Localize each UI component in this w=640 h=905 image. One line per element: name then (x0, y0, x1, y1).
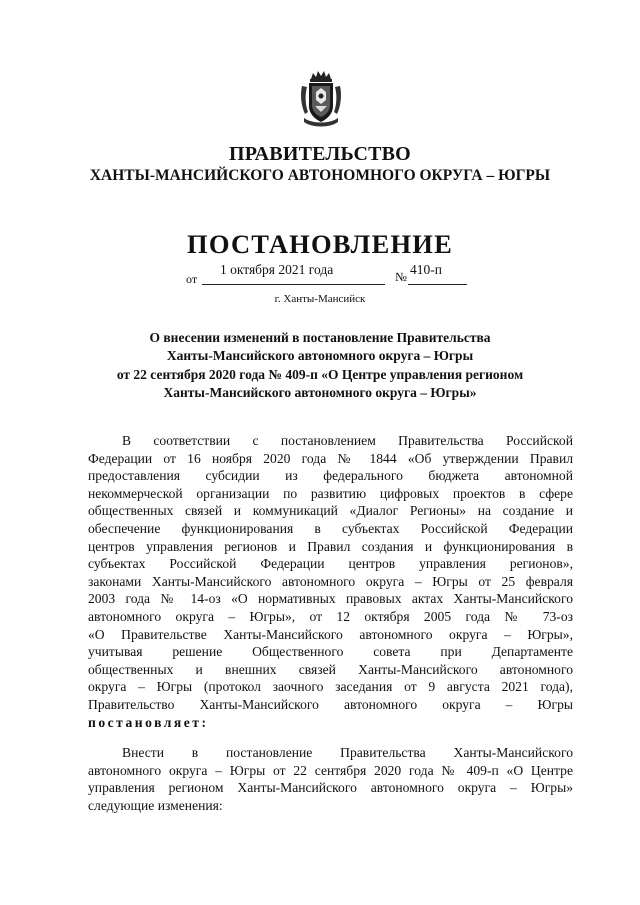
coat-of-arms-icon (298, 70, 344, 128)
text-line: Федерации от 16 ноября 2020 года № 1844 «Об утверждении Правил (88, 450, 573, 466)
heading-line: от 22 сентября 2020 года № 409-п «О Центре управления регионом (116, 366, 524, 382)
date-number-row (186, 262, 476, 286)
document-heading (70, 329, 570, 402)
text-line: 2003 года № 14-оз «О нормативных правовых актах Ханты-Мансийского (88, 591, 573, 607)
text-line: учитывая решение Общественного совета при Департаменте (88, 644, 573, 660)
document-date: 1 октября 2021 года (220, 262, 334, 277)
text-line: «О Правительстве Ханты-Мансийского автономного округа – Югры», (88, 626, 573, 642)
date-underline (202, 284, 385, 285)
text-line: законами Ханты-Мансийского автономного округа – Югры от 25 февраля (88, 573, 573, 589)
text-line: следующие изменения: (88, 797, 223, 813)
text-line: центров управления регионов и Правил создания и функционирования в (88, 538, 573, 554)
number-underline (408, 284, 467, 285)
government-title: ПРАВИТЕЛЬСТВО (229, 143, 411, 165)
text-line: обеспечение функционирования в субъектах Российской Федерации (88, 520, 573, 536)
text-line: Правительство Ханты-Мансийского автономного округа – Югры (88, 696, 573, 712)
text-line: управления регионом Ханты-Мансийского автономного округа – Югры» (88, 780, 573, 796)
government-subtitle: ХАНТЫ-МАНСИЙСКОГО АВТОНОМНОГО ОКРУГА – ЮГРЫ (89, 167, 551, 184)
preamble-paragraph (88, 432, 573, 731)
amendment-paragraph (88, 744, 573, 814)
heading-line: Ханты-Мансийского автономного округа – Югры (166, 348, 474, 364)
resolves-word: постановляет: (88, 714, 209, 730)
number-label: № (395, 270, 407, 284)
text-line: предоставления субсидии из федерального бюджета автономной (88, 468, 573, 484)
text-line: некоммерческой организации по развитию цифровых проектов в сфере (88, 485, 573, 501)
document-number: 410-п (410, 262, 442, 277)
text-line: автономного округа – Югры от 22 сентября 2020 года № 409-п «О Центре (88, 762, 573, 778)
text-line: округа – Югры (протокол заочного заседания от 9 августа 2021 года), (88, 679, 573, 695)
text-line: В соответствии с постановлением Правительства Российской (122, 433, 573, 448)
date-from-label: от (186, 272, 198, 286)
city-location: г. Ханты-Мансийск (274, 293, 366, 305)
heading-line: О внесении изменений в постановление Правительства (149, 330, 491, 345)
text-line: общественных связей и коммуникаций «Диалог Регионы» на создание и (88, 503, 573, 519)
text-line: Внести в постановление Правительства Ханты-Мансийского (122, 745, 573, 760)
heading-line: Ханты-Мансийского автономного округа – Югры» (163, 384, 477, 400)
text-line: субъектах Российской Федерации центров управления регионов», (88, 556, 573, 572)
text-line: автономного округа – Югры», от 12 октября 2005 года № 73-оз (88, 608, 573, 624)
text-line: общественных и внешних связей Ханты-Мансийского автономного (88, 661, 573, 677)
document-type: ПОСТАНОВЛЕНИЕ (187, 229, 453, 259)
